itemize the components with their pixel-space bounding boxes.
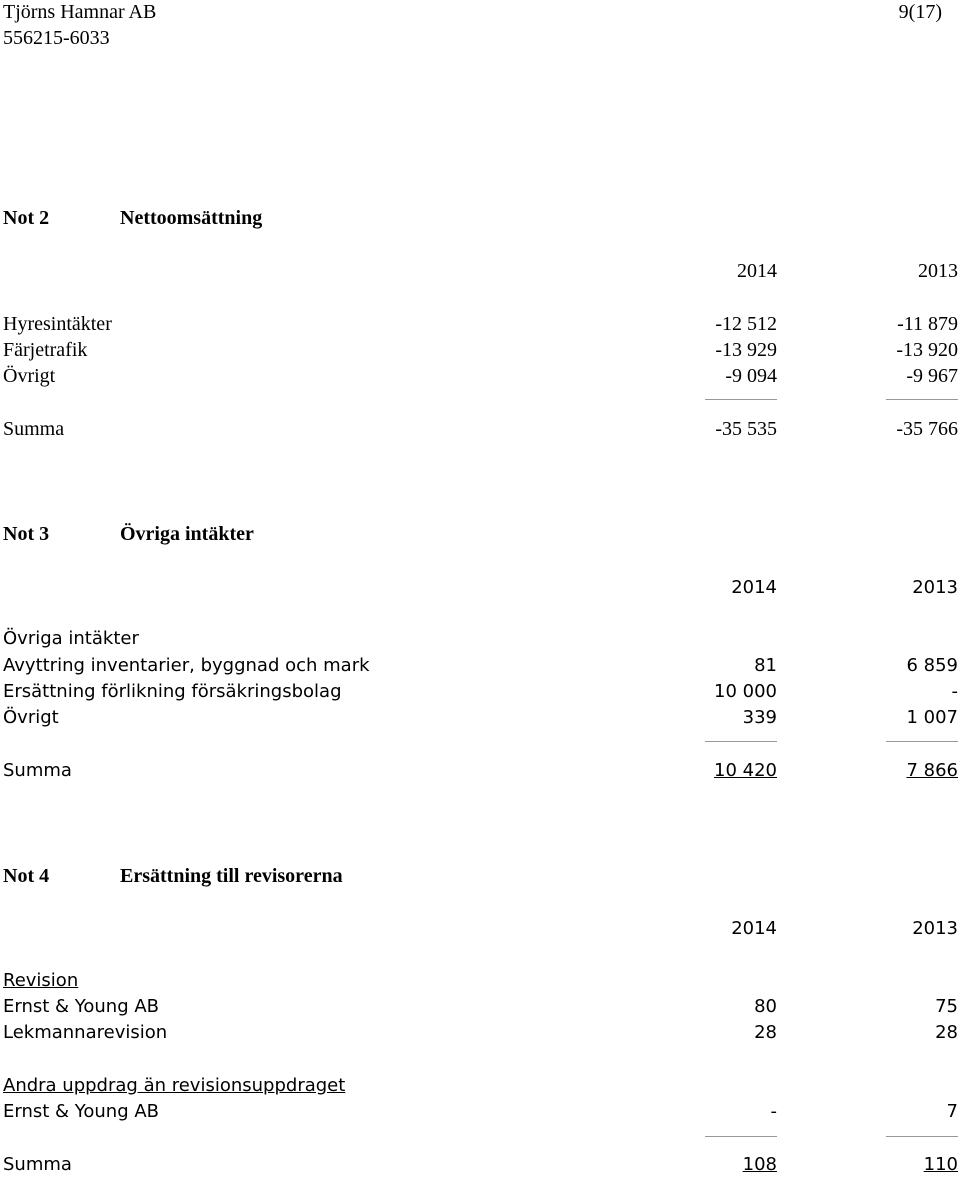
year-2013: 2013 xyxy=(912,577,958,598)
group-heading: Revision xyxy=(3,970,79,991)
year-2014: 2014 xyxy=(731,577,777,598)
row-value-2013: 1 007 xyxy=(906,707,958,728)
sum-label: Summa xyxy=(3,1154,72,1175)
row-value-2013: -13 920 xyxy=(896,339,958,361)
sum-value-2013: 110 xyxy=(923,1154,958,1175)
sum-value-2014: -35 535 xyxy=(715,418,777,440)
row-label: Ernst & Young AB xyxy=(3,996,160,1017)
year-2014: 2014 xyxy=(737,260,777,282)
row-label: Hyresintäkter xyxy=(3,313,112,335)
row-label: Avyttring inventarier, byggnad och mark xyxy=(3,655,370,676)
year-2014: 2014 xyxy=(731,918,777,939)
note-title: Nettoomsättning xyxy=(120,207,263,229)
row-label: Övrigt xyxy=(3,707,59,728)
year-2013: 2013 xyxy=(912,918,958,939)
sum-rule xyxy=(886,741,958,742)
company-name: Tjörns Hamnar AB xyxy=(3,1,157,23)
year-2013: 2013 xyxy=(918,260,958,282)
org-number: 556215-6033 xyxy=(3,27,110,49)
row-value-2013: -9 967 xyxy=(906,365,958,387)
row-value-2013: 7 xyxy=(946,1101,958,1122)
subheading: Övriga intäkter xyxy=(3,628,139,649)
row-label: Färjetrafik xyxy=(3,339,88,361)
note-number: Not 2 xyxy=(3,207,50,229)
note-title: Övriga intäkter xyxy=(120,523,254,545)
sum-value-2013: 7 866 xyxy=(906,760,958,781)
row-value-2013: -11 879 xyxy=(897,313,958,335)
row-value-2014: -9 094 xyxy=(725,365,777,387)
row-value-2013: 6 859 xyxy=(906,655,958,676)
sum-value-2014: 10 420 xyxy=(714,760,777,781)
note-number: Not 4 xyxy=(3,865,50,887)
page-number: 9(17) xyxy=(898,1,942,23)
row-value-2014: - xyxy=(770,1101,777,1122)
sum-value-2014: 108 xyxy=(742,1154,777,1175)
sum-rule xyxy=(705,399,777,400)
row-value-2014: 339 xyxy=(742,707,777,728)
row-value-2014: -13 929 xyxy=(715,339,777,361)
row-value-2014: -12 512 xyxy=(715,313,777,335)
row-value-2014: 10 000 xyxy=(714,681,777,702)
sum-rule xyxy=(705,1136,777,1137)
note-title: Ersättning till revisorerna xyxy=(120,865,343,887)
sum-rule xyxy=(705,741,777,742)
sum-value-2013: -35 766 xyxy=(896,418,958,440)
sum-rule xyxy=(886,399,958,400)
group-heading: Andra uppdrag än revisionsuppdraget xyxy=(3,1075,346,1096)
sum-rule xyxy=(886,1136,958,1137)
row-value-2013: 28 xyxy=(935,1022,958,1043)
row-value-2013: 75 xyxy=(935,996,958,1017)
row-value-2014: 80 xyxy=(754,996,777,1017)
note-number: Not 3 xyxy=(3,523,50,545)
row-value-2013: - xyxy=(951,681,958,702)
row-label: Ernst & Young AB xyxy=(3,1101,160,1122)
sum-label: Summa xyxy=(3,418,65,440)
row-value-2014: 28 xyxy=(754,1022,777,1043)
row-label: Övrigt xyxy=(3,365,56,387)
sum-label: Summa xyxy=(3,760,72,781)
row-value-2014: 81 xyxy=(754,655,777,676)
row-label: Ersättning förlikning försäkringsbolag xyxy=(3,681,342,702)
row-label: Lekmannarevision xyxy=(3,1022,168,1043)
